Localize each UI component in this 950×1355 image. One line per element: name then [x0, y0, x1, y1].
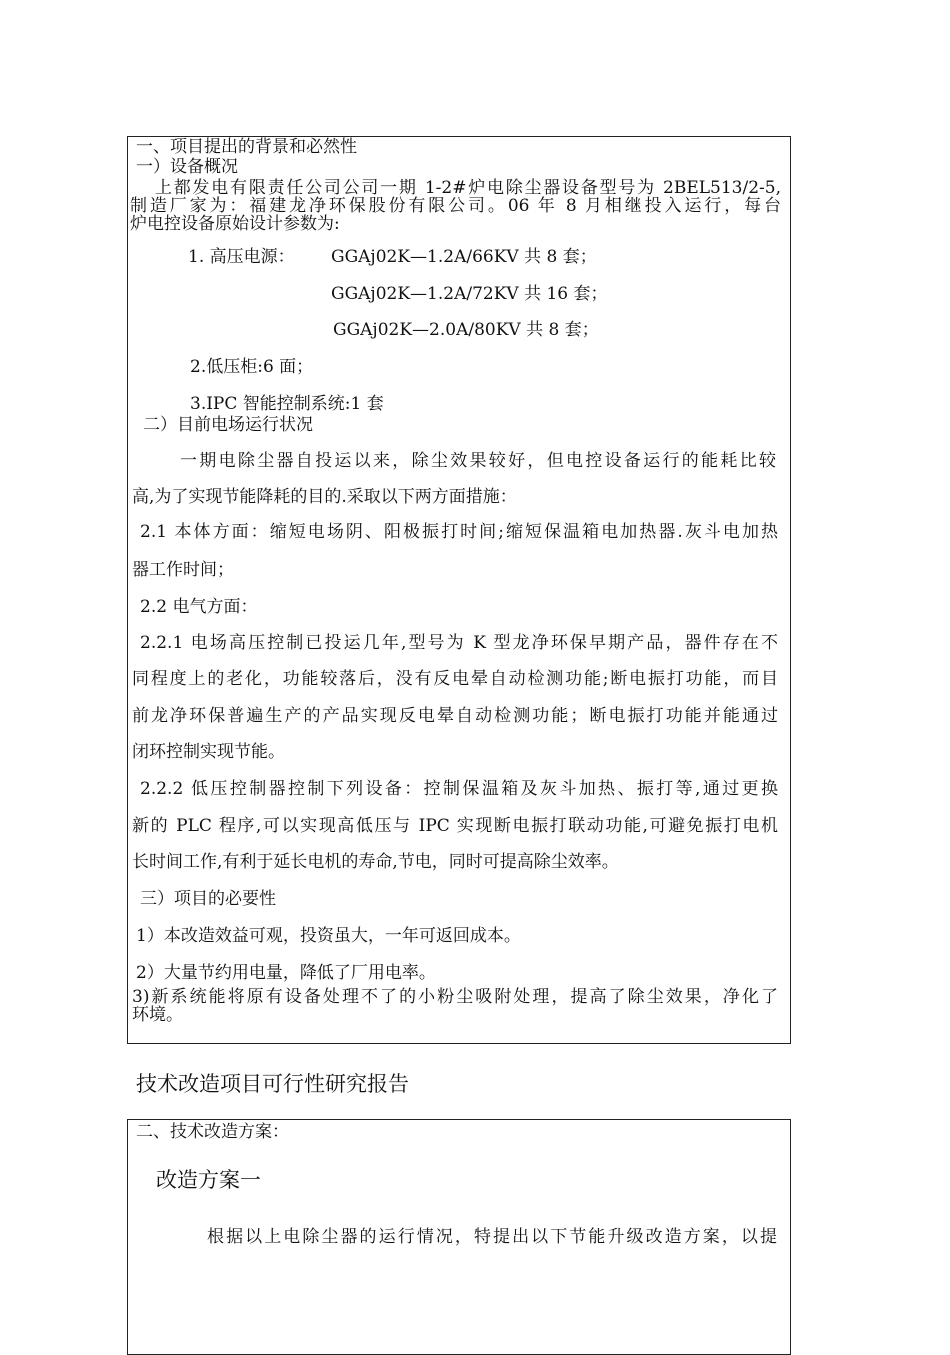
hv-control-line-3: 前龙净环保普遍生产的产品实现反电晕自动检测功能；断电振打功能并能通过	[132, 706, 778, 726]
plan-one-title: 改造方案一	[156, 1168, 261, 1192]
intro-line-3: 炉电控设备原始设计参数为:	[130, 214, 340, 234]
lv-control-line-2: 新的 PLC 程序,可以实现高低压与 IPC 实现断电振打联动功能,可避免振打电机	[132, 816, 778, 836]
necessity-1: 1）本改造效益可观，投资虽大，一年可返回成本。	[136, 926, 521, 946]
running-line-1: 一期电除尘器自投运以来，除尘效果较好，但电控设备运行的能耗比较	[180, 451, 776, 471]
necessity-2: 2）大量节约用电量，降低了厂用电率。	[136, 963, 436, 983]
hv-control-line-1: 2.2.1 电场高压控制已投运几年,型号为 K 型龙净环保早期产品，器件存在不	[140, 633, 778, 653]
hv-item-3: GGAj02K—2.0A/80KV 共 8 套；	[333, 320, 599, 340]
report-heading: 技术改造项目可行性研究报告	[136, 1072, 409, 1096]
subsection-running-status: 二）目前电场运行状况	[143, 415, 313, 435]
running-line-2: 高,为了实现节能降耗的目的.采取以下两方面措施：	[132, 487, 517, 507]
plan-first-line: 根据以上电除尘器的运行情况，特提出以下节能升级改造方案，以提	[207, 1227, 777, 1247]
electrical-aspect-title: 2.2 电气方面：	[140, 597, 258, 617]
necessity-3-line-1: 3)新系统能将原有设备处理不了的小粉尘吸附处理，提高了除尘效果，净化了	[132, 987, 778, 1007]
hv-control-line-4: 闭环控制实现节能。	[132, 742, 285, 762]
subsection-necessity: 三）项目的必要性	[140, 889, 276, 909]
hv-item-1: GGAj02K—1.2A/66KV 共 8 套；	[331, 247, 597, 267]
lv-control-line-1: 2.2.2 低压控制器控制下列设备：控制保温箱及灰斗加热、振打等,通过更换	[140, 779, 778, 799]
section-1-title: 一、项目提出的背景和必然性	[136, 137, 357, 157]
ipc-system: 3.IPC 智能控制系统:1 套	[190, 394, 384, 414]
hv-item-2: GGAj02K—1.2A/72KV 共 16 套；	[331, 284, 608, 304]
lv-control-line-3: 长时间工作,有利于延长电机的寿命,节电，同时可提高除尘效率。	[132, 852, 619, 872]
body-aspect-line-1: 2.1 本体方面：缩短电场阴、阳极振打时间;缩短保温箱电加热器.灰斗电加热	[140, 522, 778, 542]
necessity-3-line-2: 环境。	[132, 1005, 183, 1025]
intro-line-2: 制造厂家为：福建龙净环保股份有限公司。06 年 8 月相继投入运行，每台	[130, 196, 781, 216]
lv-cabinet: 2.低压柜:6 面；	[190, 357, 314, 377]
subsection-equipment-overview: 一）设备概况	[136, 157, 238, 177]
hv-power-label: 1. 高压电源：	[188, 247, 295, 267]
section-2-title: 二、技术改造方案：	[136, 1122, 289, 1142]
body-aspect-line-2: 器工作时间；	[132, 560, 234, 580]
intro-line-1: 上都发电有限责任公司公司一期 1-2#炉电除尘器设备型号为 2BEL513/2-5,	[155, 178, 781, 198]
hv-control-line-2: 同程度上的老化，功能较落后，没有反电晕自动检测功能;断电振打功能，而目	[132, 669, 778, 689]
